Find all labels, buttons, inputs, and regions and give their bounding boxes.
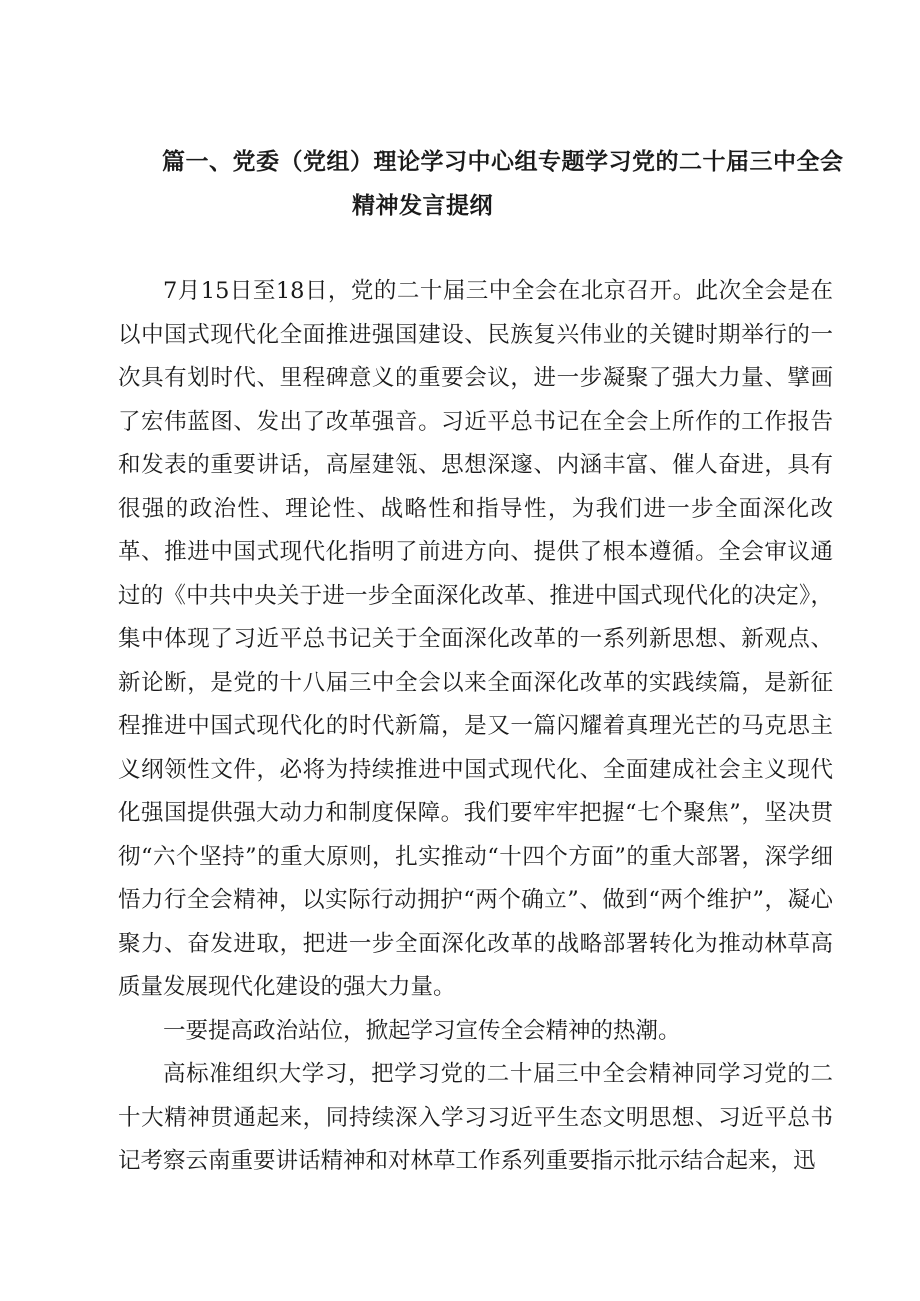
paragraph-study: 高标准组织大学习，把学习党的二十届三中全会精神同学习党的二十大精神贯通起来，同持续深入学习习近平生态文明思想、习近平总书记考察云南重要讲话精神和对林草工作系列重要指示批示结合起来，迅: [118, 1061, 833, 1174]
paragraph-intro: 7月15日至18日，党的二十届三中全会在北京召开。此次全会是在以中国式现代化全面推进强国建设、民族复兴伟业的关键时期举行的一次具有划时代、里程碑意义的重要会议，进一步凝聚了强大力量、擘画了宏伟蓝图、发出了改革强音。习近平总书记在全会上所作的工作报告和发表的重要讲话，高屋建瓴、思想深邃、内涵丰富、催人奋进，具有很强的政治性、理论性、战略性和指导性，为我们进一步全面深化改革、推进中国式现代化指明了前进方向、提供了根本遵循。全会审议通过的《中共中央关于进一步全面深化改革、推进中国式现代化的决定》，集中体现了习近平总书记关于全面深化改革的一系列新思想、新观点、新论断，是党的十八届三中全会以来全面深化改革的实践续篇，是新征程推进中国式现代化的时代新篇，是又一篇闪耀着真理光芒的马克思主义纲领性文件，必将为持续推进中国式现代化、全面建成社会主义现代化强国提供强大动力和制度保障。我们要牢牢把握“七个聚焦”，坚决贯彻“六个坚持”的重大原则，扎实推动“十四个方面”的重大部署，深学细悟力行全会精神，以实际行动拥护“两个确立”、做到“两个维护”，凝心聚力、奋发进取，把进一步全面深化改革的战略部署转化为推动林草高质量发展现代化建设的强大力量。: [118, 278, 833, 1000]
title-line-1: 篇一、党委（党组）理论学习中心组专题学习党的二十届三中全会: [162, 149, 844, 175]
document-title: [120, 140, 850, 228]
document-body: [118, 270, 833, 1184]
paragraph-heading-1: 一要提高政治站位，掀起学习宣传全会精神的热潮。: [163, 1017, 681, 1044]
title-line-2: 精神发言提纲: [352, 193, 493, 219]
